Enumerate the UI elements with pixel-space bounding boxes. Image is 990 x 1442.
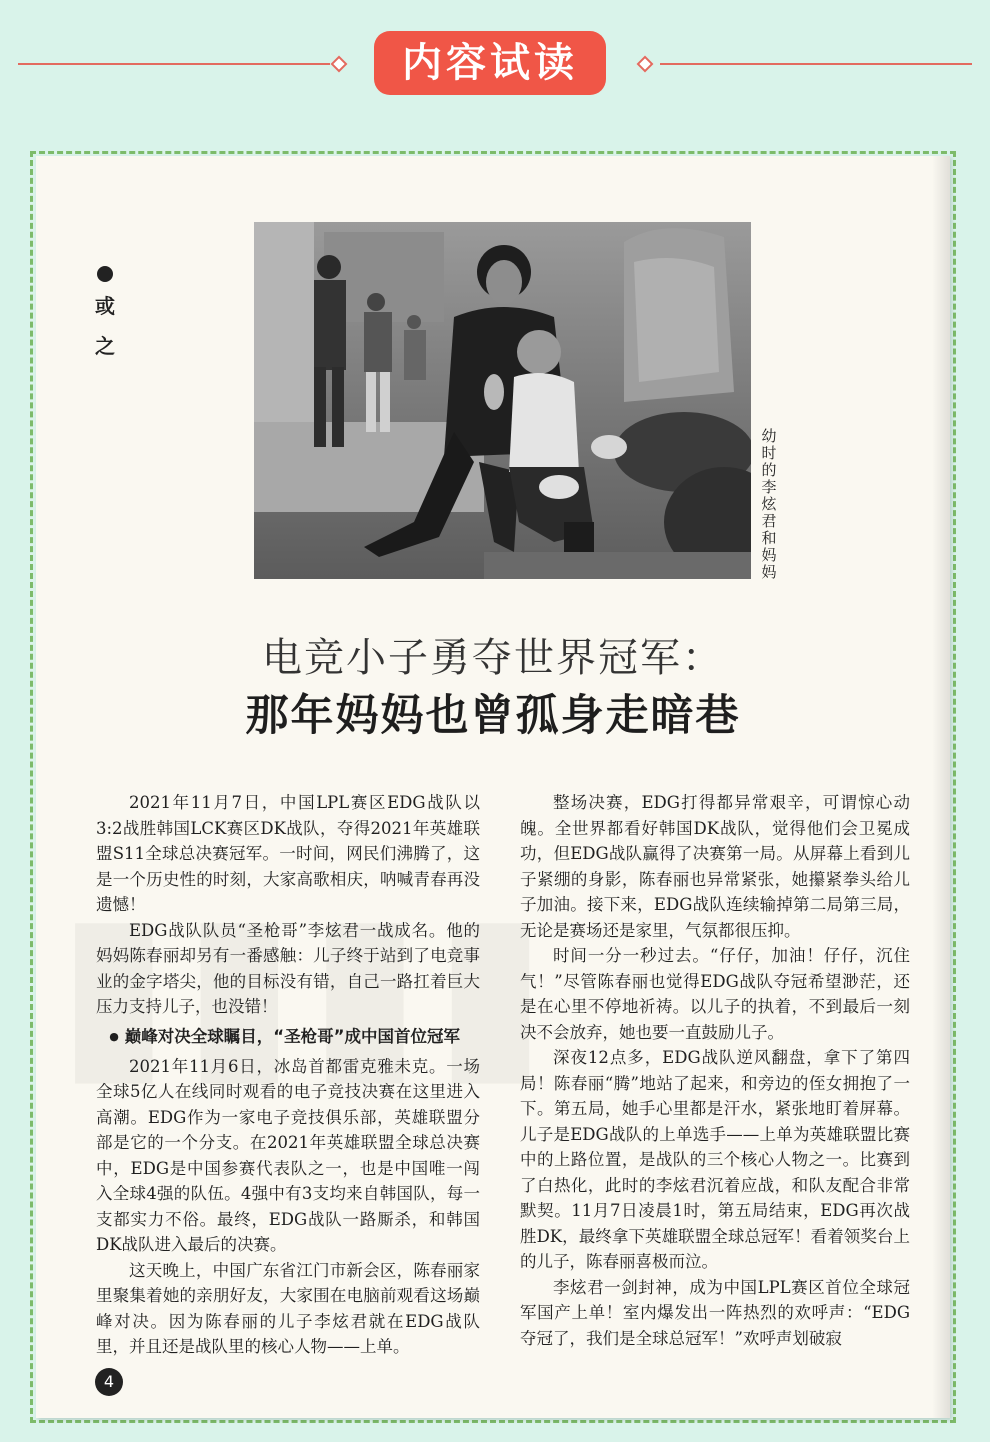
header-diamond-left: [331, 56, 348, 73]
photo-caption: 幼时的李炫君和妈妈: [761, 427, 777, 581]
author-char-2: 之: [95, 334, 115, 358]
article-column-right: [520, 790, 910, 1351]
paragraph: 李炫君一剑封神，成为中国LPL赛区首位全球冠军国产上单！室内爆发出一阵热烈的欢呼声：“EDG夺冠了，我们是全球总冠军！”欢呼声划破寂: [520, 1277, 910, 1348]
header-diamond-right: [637, 56, 654, 73]
author-byline: [90, 266, 120, 366]
header-rule-right: [660, 63, 972, 65]
paragraph: 深夜12点多，EDG战队逆风翻盘，拿下了第四局！陈春丽“腾”地站了起来，和旁边的侄女拥抱了一下。第五局，她手心里都是汗水，紧张地盯着屏幕。儿子是EDG战队的上单选手——上单为英雄联盟比赛中的上路位置，是战队的三个核心人物之一。比赛到了白热化，此时的李炫君沉着应战，和队友配合非常默契。11月7日凌晨1时，第五局结束，EDG再次战胜DK，最终拿下英雄联盟全球总冠军！看着领奖台上的儿子，陈春丽喜极而泣。: [520, 1048, 910, 1271]
magazine-page: [36, 156, 950, 1418]
header-rule-left: [18, 63, 330, 65]
author-char-1: 或: [95, 294, 115, 318]
article-title: 电竞小子勇夺世界冠军：: [262, 635, 724, 681]
page-number: 4: [95, 1368, 123, 1396]
paragraph: 2021年11月7日，中国LPL赛区EDG战队以3:2战胜韩国LCK赛区DK战队，夺得2021年英雄联盟S11全球总决赛冠军。一时间，网民们沸腾了，这是一个历史性的时刻，大家高歌相庆，呐喊青春再没遗憾！: [96, 793, 480, 914]
paragraph: 整场决赛，EDG打得都异常艰辛，可谓惊心动魄。全世界都看好韩国DK战队，觉得他们会卫冕成功，但EDG战队赢得了决赛第一局。从屏幕上看到儿子紧绷的身影，陈春丽也异常紧张，她攥紧拳头给儿子加油。接下来，EDG战队连续输掉第二局第三局，无论是赛场还是家里，气氛都很压抑。: [520, 793, 910, 940]
article-column-left: [96, 790, 480, 1360]
article-photo: [254, 222, 751, 579]
paragraph: EDG战队队员“圣枪哥”李炫君一战成名。他的妈妈陈春丽却另有一番感触：儿子终于站到了电竞事业的金字塔尖，他的目标没有错，自己一路扛着巨大压力支持儿子，也没错！: [96, 920, 480, 1016]
section-heading: ● 巅峰对决全球瞩目，“圣枪哥”成中国首位冠军: [96, 1024, 480, 1050]
article-subtitle: 那年妈妈也曾孤身走暗巷: [245, 691, 741, 741]
bullet-dot-icon: [97, 266, 113, 282]
paragraph: 这天晚上，中国广东省江门市新会区，陈春丽家里聚集着她的亲朋好友，大家围在电脑前观看这场巅峰对决。因为陈春丽的儿子李炫君就在EDG战队里，并且还是战队里的核心人物——上单。: [96, 1260, 480, 1356]
paragraph: 2021年11月6日，冰岛首都雷克雅未克。一场全球5亿人在线同时观看的电子竞技决赛在这里进入高潮。EDG作为一家电子竞技俱乐部，英雄联盟分部是它的一个分支。在2021年英雄联盟全球总决赛中，EDG是中国参赛代表队之一，也是中国唯一闯入全球4强的队伍。4强中有3支均来自韩国队，每一支都实力不俗。最终，EDG战队一路厮杀，和韩国DK战队进入最后的决赛。: [96, 1056, 480, 1254]
photo-mother-and-son: [254, 222, 751, 579]
preview-banner: 内容试读: [374, 31, 606, 95]
paragraph: 时间一分一秒过去。“仔仔，加油！仔仔，沉住气！”尽管陈春丽也觉得EDG战队夺冠希望渺茫，还是在心里不停地祈祷。以儿子的执着，不到最后一刻决不会放弃，她也要一直鼓励儿子。: [520, 946, 910, 1042]
